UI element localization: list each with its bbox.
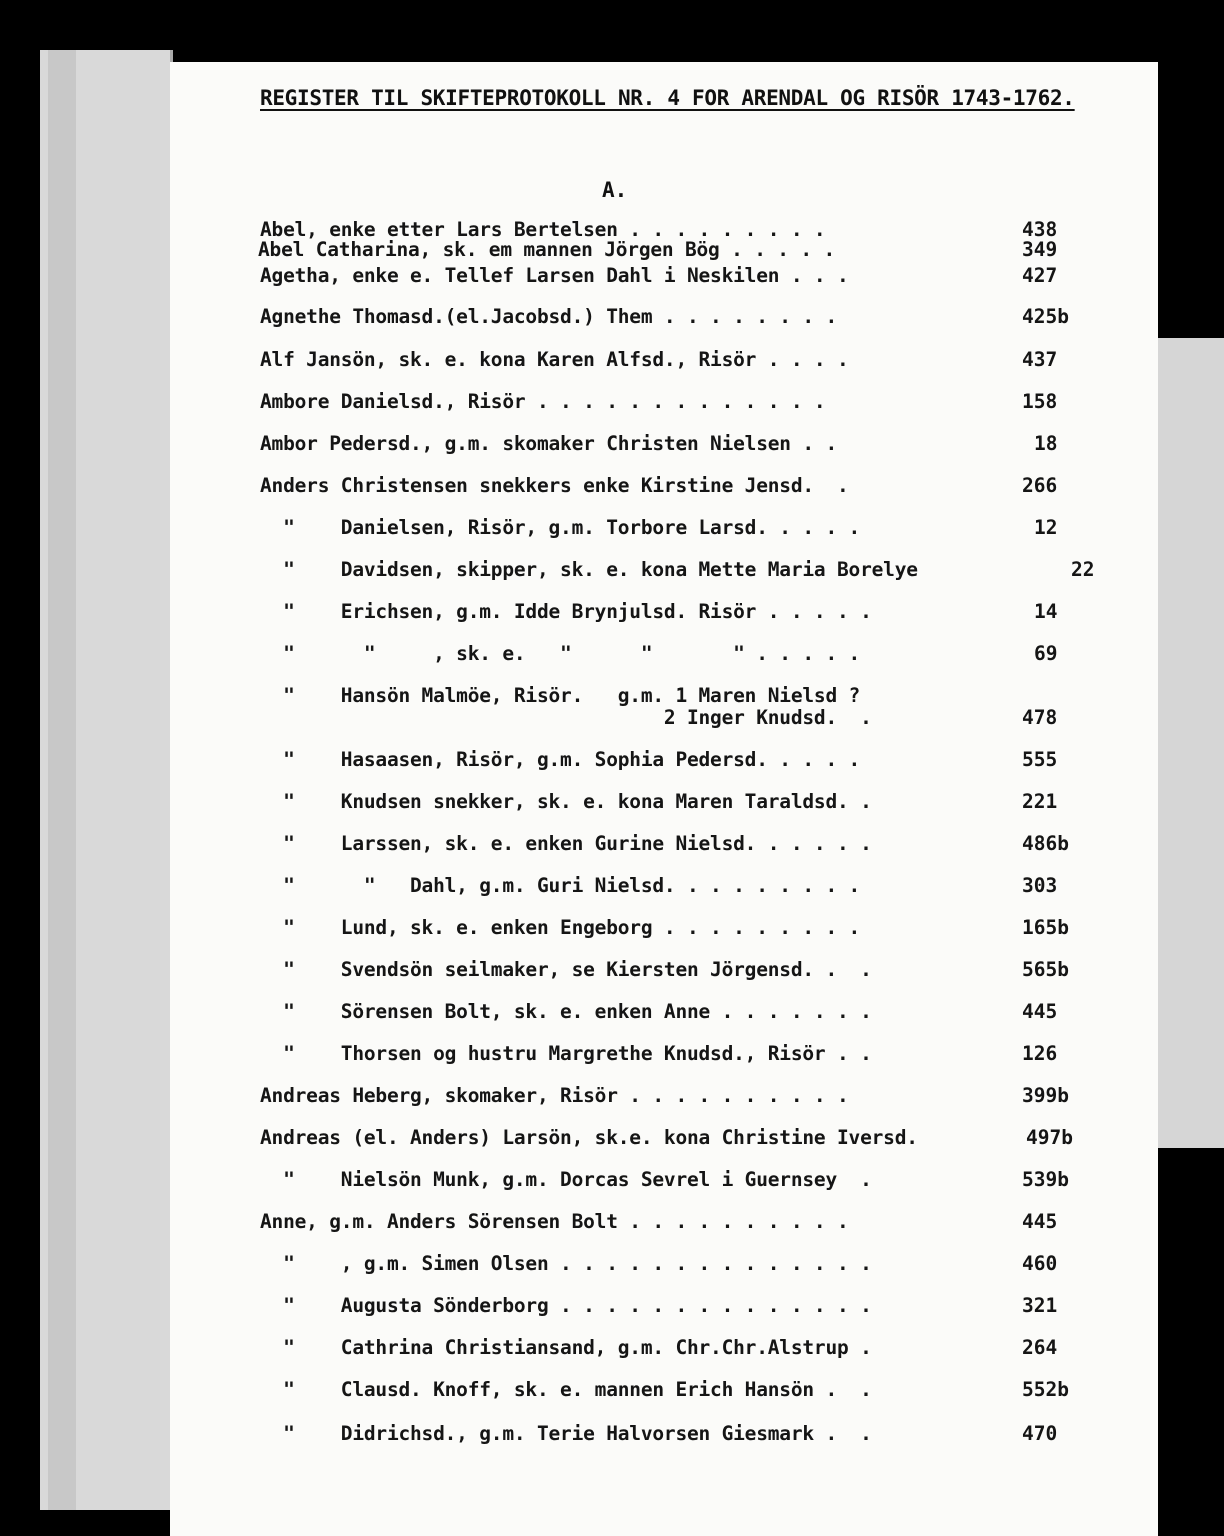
entry-page: 438 [1022,218,1058,241]
list-item [258,238,1138,264]
entry-text: Anders Christensen snekkers enke Kirstine Jensd. . [260,474,849,497]
entry-page: 425b [1022,305,1069,328]
entry-text: Abel, enke etter Lars Bertelsen . . . . . . . . . [260,218,826,241]
entry-page: 445 [1022,1210,1058,1233]
entry-page: 69 [1034,642,1058,665]
list-item [260,1042,1140,1068]
entry-text: " Didrichsd., g.m. Terie Halvorsen Giesmark . . [260,1422,872,1445]
list-item [260,305,1140,331]
list-item [260,1210,1140,1236]
list-item [260,1294,1140,1320]
list-item [260,706,1140,732]
entry-text: " Hasaasen, Risör, g.m. Sophia Pedersd. . . . . [260,748,861,771]
entry-text: " Clausd. Knoff, sk. e. mannen Erich Hansön . . [260,1378,872,1401]
entry-page: 565b [1022,958,1069,981]
entry-page: 221 [1022,790,1058,813]
entry-page: 555 [1022,748,1058,771]
page-title: REGISTER TIL SKIFTEPROTOKOLL NR. 4 FOR ARENDAL OG RISÖR 1743-1762. [260,86,1075,110]
list-item [260,958,1140,984]
entry-page: 321 [1022,1294,1058,1317]
entry-text: " Sörensen Bolt, sk. e. enken Anne . . . . . . . [260,1000,872,1023]
entry-text: " , g.m. Simen Olsen . . . . . . . . . . . . . . [260,1252,872,1275]
entry-text: " Cathrina Christiansand, g.m. Chr.Chr.Alstrup . [260,1336,872,1359]
entry-text: " Nielsön Munk, g.m. Dorcas Sevrel i Guernsey . [260,1168,872,1191]
entry-page: 437 [1022,348,1058,371]
list-item [260,558,1140,584]
list-item [260,748,1140,774]
list-item [260,474,1140,500]
entry-text: " Thorsen og hustru Margrethe Knudsd., Risör . . [260,1042,872,1065]
list-item [260,348,1140,374]
entry-page: 552b [1022,1378,1069,1401]
list-item [260,390,1140,416]
entry-text: " " , sk. e. " " " . . . . . [260,642,861,665]
entry-text: Ambore Danielsd., Risör . . . . . . . . . . . . . [260,390,826,413]
entry-text: " Davidsen, skipper, sk. e. kona Mette Maria Borelye [260,558,918,581]
entry-text: " Hansön Malmöe, Risör. g.m. 1 Maren Nielsd ? [260,684,861,707]
entry-text: 2 Inger Knudsd. . [260,706,872,729]
entry-page: 539b [1022,1168,1069,1191]
list-item [260,832,1140,858]
entry-text: " Erichsen, g.m. Idde Brynjulsd. Risör . . . . . [260,600,872,623]
entry-page: 460 [1022,1252,1058,1275]
entry-page: 303 [1022,874,1058,897]
entry-page: 264 [1022,1336,1058,1359]
list-item [260,1422,1140,1448]
right-paper-edge [1158,338,1224,1148]
list-item [260,1336,1140,1362]
list-item [260,432,1140,458]
binding-edge [48,50,76,1510]
left-binding-strip [40,50,173,1510]
register-list [170,62,1158,1536]
entry-text: " " Dahl, g.m. Guri Nielsd. . . . . . . . . [260,874,861,897]
entry-text: " Lund, sk. e. enken Engeborg . . . . . . . . . [260,916,861,939]
list-item [260,1084,1140,1110]
list-item [260,874,1140,900]
entry-page: 399b [1022,1084,1069,1107]
entry-text: " Danielsen, Risör, g.m. Torbore Larsd. . . . . [260,516,861,539]
entry-page: 22 [1071,558,1095,581]
entry-text: Abel Catharina, sk. em mannen Jörgen Bög . . . . . [258,238,835,261]
list-item [260,1168,1140,1194]
entry-page: 126 [1022,1042,1058,1065]
entry-text: " Svendsön seilmaker, se Kiersten Jörgensd. . . [260,958,872,981]
entry-page: 14 [1034,600,1058,623]
list-item [260,1126,1140,1152]
entry-page: 427 [1022,264,1058,287]
entry-text: " Augusta Sönderborg . . . . . . . . . . . . . . [260,1294,872,1317]
entry-page: 158 [1022,390,1058,413]
entry-text: Andreas (el. Anders) Larsön, sk.e. kona Christine Iversd. [260,1126,918,1149]
entry-page: 470 [1022,1422,1058,1445]
list-item [260,642,1140,668]
list-item [260,516,1140,542]
list-item [260,1252,1140,1278]
entry-page: 497b [1026,1126,1073,1149]
entry-page: 486b [1022,832,1069,855]
section-heading: A. [602,178,628,202]
list-item [260,600,1140,626]
entry-text: " Knudsen snekker, sk. e. kona Maren Taraldsd. . [260,790,872,813]
document-page [170,62,1158,1536]
entry-text: Anne, g.m. Anders Sörensen Bolt . . . . . . . . . . [260,1210,849,1233]
entry-page: 349 [1022,238,1058,261]
entry-page: 266 [1022,474,1058,497]
entry-page: 445 [1022,1000,1058,1023]
list-item [260,1000,1140,1026]
entry-text: Andreas Heberg, skomaker, Risör . . . . . . . . . . [260,1084,849,1107]
list-item [260,1378,1140,1404]
list-item [260,916,1140,942]
list-item [260,264,1140,290]
entry-text: " Larssen, sk. e. enken Gurine Nielsd. . . . . . [260,832,872,855]
entry-text: Agnethe Thomasd.(el.Jacobsd.) Them . . . . . . . . [260,305,837,328]
entry-text: Agetha, enke e. Tellef Larsen Dahl i Neskilen . . . [260,264,849,287]
entry-text: Ambor Pedersd., g.m. skomaker Christen Nielsen . . [260,432,837,455]
entry-page: 478 [1022,706,1058,729]
entry-page: 165b [1022,916,1069,939]
list-item [260,790,1140,816]
entry-page: 18 [1034,432,1058,455]
entry-text: Alf Jansön, sk. e. kona Karen Alfsd., Risör . . . . [260,348,849,371]
entry-page: 12 [1034,516,1058,539]
